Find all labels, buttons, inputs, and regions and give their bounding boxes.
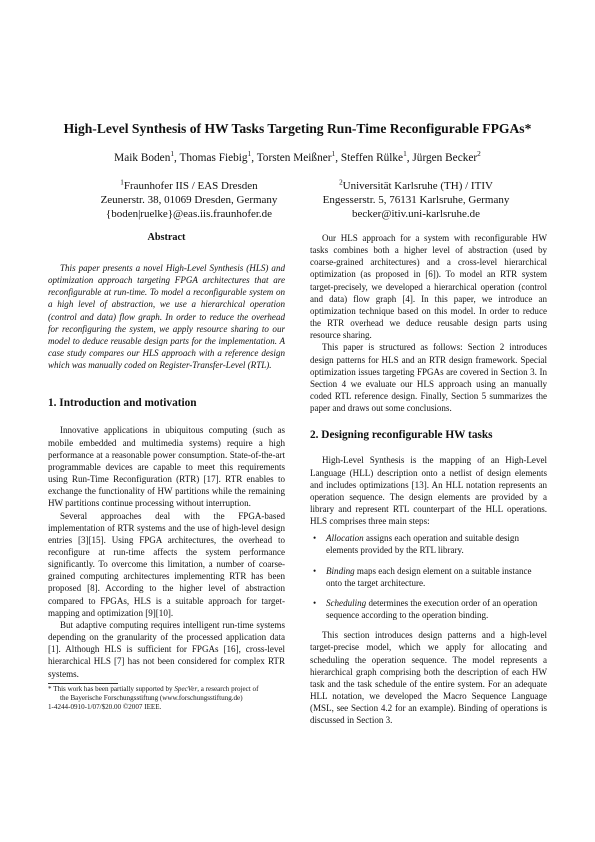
section-heading: 2. Designing reconfigurable HW tasks [310,429,493,442]
paper-title: High-Level Synthesis of HW Tasks Targeting Run-Time Reconfigurable FPGAs* [63,121,532,136]
copyright-line: 1-4244-0910-1/07/$20.00 ©2007 IEEE. [48,703,162,712]
abstract-heading: Abstract [147,232,186,243]
affiliation-right: $^2$Universität Karlsruhe (TH) / ITIV Engesserstr. 5, 76131 Karlsruhe, Germany becker@itiv.uni-karlsruhe.de [296,179,536,222]
list-item: • Scheduling determines the execution order of an operation sequence according to the operation binding. [313,597,538,621]
email: becker@itiv.uni-karlsruhe.de [352,208,480,221]
email: {boden|ruelke}@eas.iis.fraunhofer.de [105,208,273,221]
paragraph: But adaptive computing requires intelligent run-time systems depending on the granularity of the processed application data [1]. Although HLS is sufficient for FPGAs [16], cross-level hierarchical HLS [7] has not been considered for complex RTR systems. [48,619,285,679]
paragraph: This section introduces design patterns and a high-level target-precise model, which we apply for allocating and scheduling the operation sequence. The model represents a hierarchical graph comprising both the description of each HW task and the task schedule of the entire system. For an adequate HLL notation, we developed the Macro Sequence Language (MSL, see Section 4.2 for an example). Binding of operations is discussed in Section 3. [310,630,547,726]
bullet: • [313,565,317,576]
affiliation-left: $^1$Fraunhofer IIS / EAS Dresden Zeunerstr. 38, 01069 Dresden, Germany {boden|ruelke}@eas.iis.fraunhofer.de [69,179,309,222]
abstract-text: This paper presents a novel High-Level Synthesis (HLS) and optimization approach targeting FPGA architectures that are reconfigurable at run-time. To model a reconfigurable system on a high level of abstraction, we use a hierarchical operation (control and data) flow graph. In order to reduce the overhead for reconfiguring the system, we apply resource sharing to our model to deduce reusable design parts for the implementation. A case study compares our HLS approach with a reference design which was manually coded on Register-Transfer-Level (RTL). [48,263,285,371]
paragraph: Several approaches deal with the FPGA-based implementation of RTR systems and the use of high-level design entries [3][15]. Using FPGA architectures, the overhead to reconfigure at run-time affects the system performance significantly. To overcome this limitation, a number of coarse-grained computing architectures implementing RTR has been proposed [8]. According to the higher level of abstraction compared to FPGAs, HLS is a suitable approach for target-mapping and optimization [9][10]. [48,510,285,618]
author: Thomas Fiebig$^1$, [179,149,257,164]
bullet: • [313,597,317,608]
author: Steffen Rülke$^1$, [340,149,413,164]
paragraph: Innovative applications in ubiquitous computing (such as mobile embedded and multimedia systems) require a high performance at a reasonable power consumption. State-of-the-art programmable devices are capable to meet this requirements using Run-Time Reconfiguration (RTR) [17]. RTR enables to exchange the functionality of HW partitions while the remaining HW partitions continue processing without interruption. [48,425,285,509]
footnote: * This work has been partially supported by SpecVer, a research project of the Bayerische Forschungsstiftung (www.forschungsstiftung.de) 1-4244-0910-1/07/$20.00 ©2007 IEEE. [48,685,285,713]
paragraph: High-Level Synthesis is the mapping of an High-Level Language (HLL) description onto a netlist of design elements and includes optimizations [13]. An HLL notation represents an operation sequence. The design elements are provided by a library and represent RTL counterpart of the HLL operations. HLS comprises three main steps: [310,455,547,527]
footnote-rule [48,683,118,684]
author: Jürgen Becker$^2$ [412,149,481,164]
section-heading: 1. Introduction and motivation [48,397,197,410]
list-item: • Allocation assigns each operation and suitable design elements provided by the RTL library. [313,533,519,556]
list-item: • Binding maps each design element on a suitable instance onto the target architecture. [313,565,532,588]
author-list [40,151,555,165]
paragraph: This paper is structured as follows: Section 2 introduces design patterns for HLS and an RTR design framework. Special optimization issues targeting FPGAs are covered in Section 3. In Section 4 we evaluate our HLS approach using an manually coded RTL reference design. Finally, Section 5 summarizes the paper and draws out some conclusions. [310,342,547,414]
hls-steps-list [310,532,547,621]
author: Torsten Meißner$^1$, [256,149,341,164]
author: Maik Boden$^1$, [114,149,180,164]
right-column [310,232,547,726]
left-column [48,232,285,712]
paragraph: Our HLS approach for a system with reconfigurable HW tasks combines both a higher level of abstraction (used by coarse-grained architectures) and a cross-level hierarchical optimization (as proposed in [6]). To model an RTR system target-precisely, we developed a hierarchical operation (control and data) flow graph [4]. In this paper, we introduce an optimization technique based on this model. In order to reduce the RTR overhead we deduce reusable design parts using resource sharing. [310,233,547,341]
bullet: • [313,533,317,544]
